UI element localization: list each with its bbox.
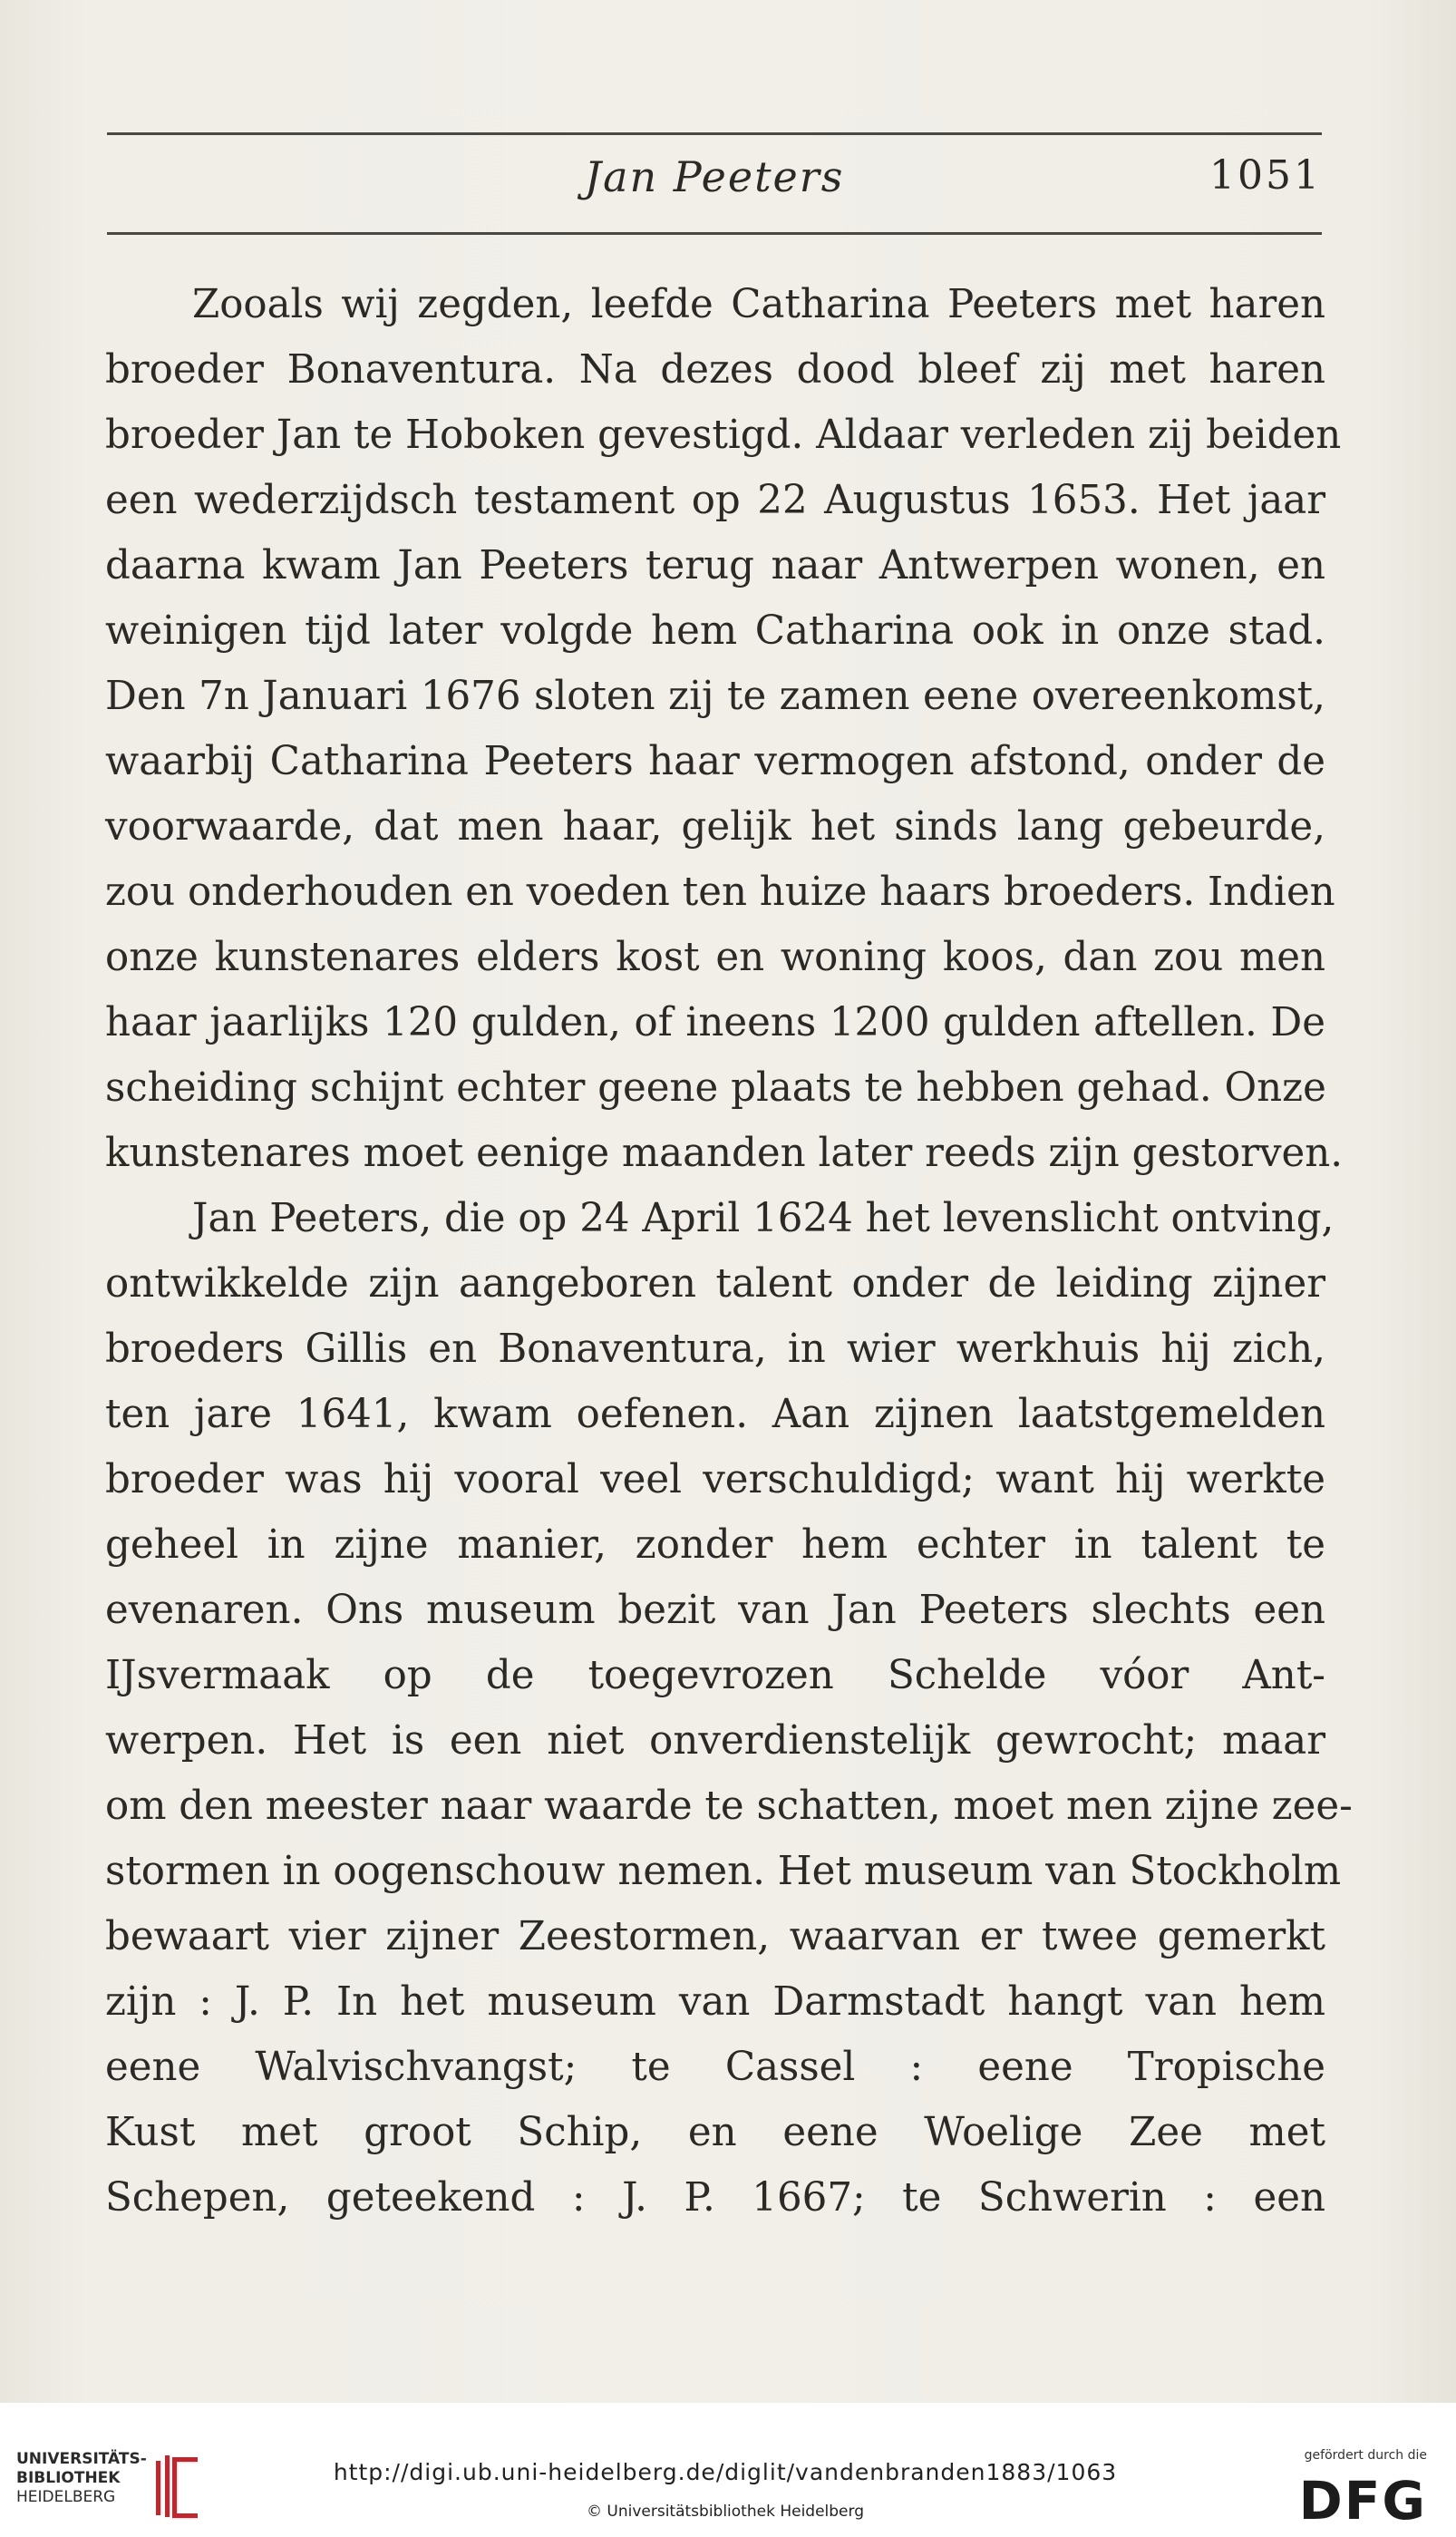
text-line: een wederzijdsch testament op 22 Augustus 1653. Het jaar	[105, 478, 1325, 523]
text-line: geheel in zijne manier, zonder hem echter in talent te	[105, 1522, 1325, 1568]
text-line: broeder was hij vooral veel verschuldigd; want hij werkte	[105, 1457, 1325, 1502]
text-line: waarbij Catharina Peeters haar vermogen afstond, onder de	[105, 739, 1325, 784]
text-line: scheiding schijnt echter geene plaats te hebben gehad. Onze	[105, 1065, 1326, 1111]
library-name	[16, 2450, 147, 2507]
text-line: Zooals wij zegden, leefde Catharina Peeters met haren	[192, 282, 1325, 327]
text-line: bewaart vier zijner Zeestormen, waarvan er twee gemerkt	[105, 1914, 1325, 1959]
digitization-footer	[0, 2403, 1456, 2537]
text-line: kunstenares moet eenige maanden later reeds zijn gestorven.	[105, 1131, 1344, 1176]
page-number: 1051	[1209, 152, 1322, 199]
text-line: weinigen tijd later volgde hem Catharina ook in onze stad.	[105, 608, 1325, 654]
running-title: Jan Peeters	[584, 152, 845, 201]
text-line: Jan Peeters, die op 24 April 1624 het levenslicht ontving,	[192, 1196, 1335, 1241]
header-rule-bottom	[107, 232, 1322, 235]
text-line: evenaren. Ons museum bezit van Jan Peeters slechts een	[105, 1588, 1325, 1633]
running-head	[107, 152, 1322, 216]
text-line: werpen. Het is een niet onverdienstelijk gewrocht; maar	[105, 1718, 1325, 1764]
text-line: ten jare 1641, kwam oefenen. Aan zijnen laatstgemelden	[105, 1392, 1325, 1437]
library-name-line: HEIDELBERG	[16, 2488, 116, 2506]
body-text	[105, 272, 1353, 2231]
text-line: voorwaarde, dat men haar, gelijk het sinds lang gebeurde,	[105, 804, 1325, 850]
text-line: onze kunstenares elders kost en woning koos, dan zou men	[105, 935, 1325, 980]
text-line: stormen in oogenschouw nemen. Het museum van Stockholm	[105, 1849, 1342, 1894]
text-line: Schepen, geteekend : J. P. 1667; te Schwerin : een	[105, 2175, 1325, 2221]
text-line: broeder Bonaventura. Na dezes dood bleef zij met haren	[105, 347, 1325, 393]
copyright-notice: © Universitätsbibliothek Heidelberg	[586, 2503, 864, 2521]
dfg-logo-text: DFG	[1298, 2470, 1427, 2532]
text-line: Den 7n Januari 1676 sloten zij te zamen eene overeenkomst,	[105, 674, 1325, 719]
library-name-line: BIBLIOTHEK	[16, 2469, 121, 2487]
header-rule-top	[107, 132, 1322, 135]
text-line: om den meester naar waarde te schatten, moet men zijne zee-	[105, 1784, 1353, 1829]
university-library-logo[interactable]	[16, 2450, 216, 2522]
text-line: eene Walvischvangst; te Cassel : eene Tropische	[105, 2045, 1325, 2090]
text-line: zou onderhouden en voeden ten huize haars broeders. Indien	[105, 870, 1335, 915]
text-line: IJsvermaak op de toegevrozen Schelde vóor Ant-	[105, 1653, 1325, 1698]
text-line: ontwikkelde zijn aangeboren talent onder de leiding zijner	[105, 1261, 1325, 1307]
text-line: broeders Gillis en Bonaventura, in wier werkhuis hij zich,	[105, 1327, 1325, 1372]
text-line: haar jaarlijks 120 gulden, of ineens 1200 gulden aftellen. De	[105, 1000, 1325, 1045]
library-name-line: UNIVERSITÄTS-	[16, 2450, 147, 2468]
text-line: broeder Jan te Hoboken gevestigd. Aldaar verleden zij beiden	[105, 413, 1342, 458]
dfg-funding-logo[interactable]	[1273, 2448, 1427, 2530]
funded-by-label: gefördert durch die	[1304, 2448, 1427, 2463]
library-emblem-icon	[152, 2454, 203, 2521]
permalink-url[interactable]: http://digi.ub.uni-heidelberg.de/diglit/vandenbranden1883/1063	[333, 2459, 1118, 2485]
text-line: zijn : J. P. In het museum van Darmstadt hangt van hem	[105, 1979, 1325, 2025]
text-line: daarna kwam Jan Peeters terug naar Antwerpen wonen, en	[105, 543, 1325, 588]
text-line: Kust met groot Schip, en eene Woelige Zee met	[105, 2110, 1325, 2155]
